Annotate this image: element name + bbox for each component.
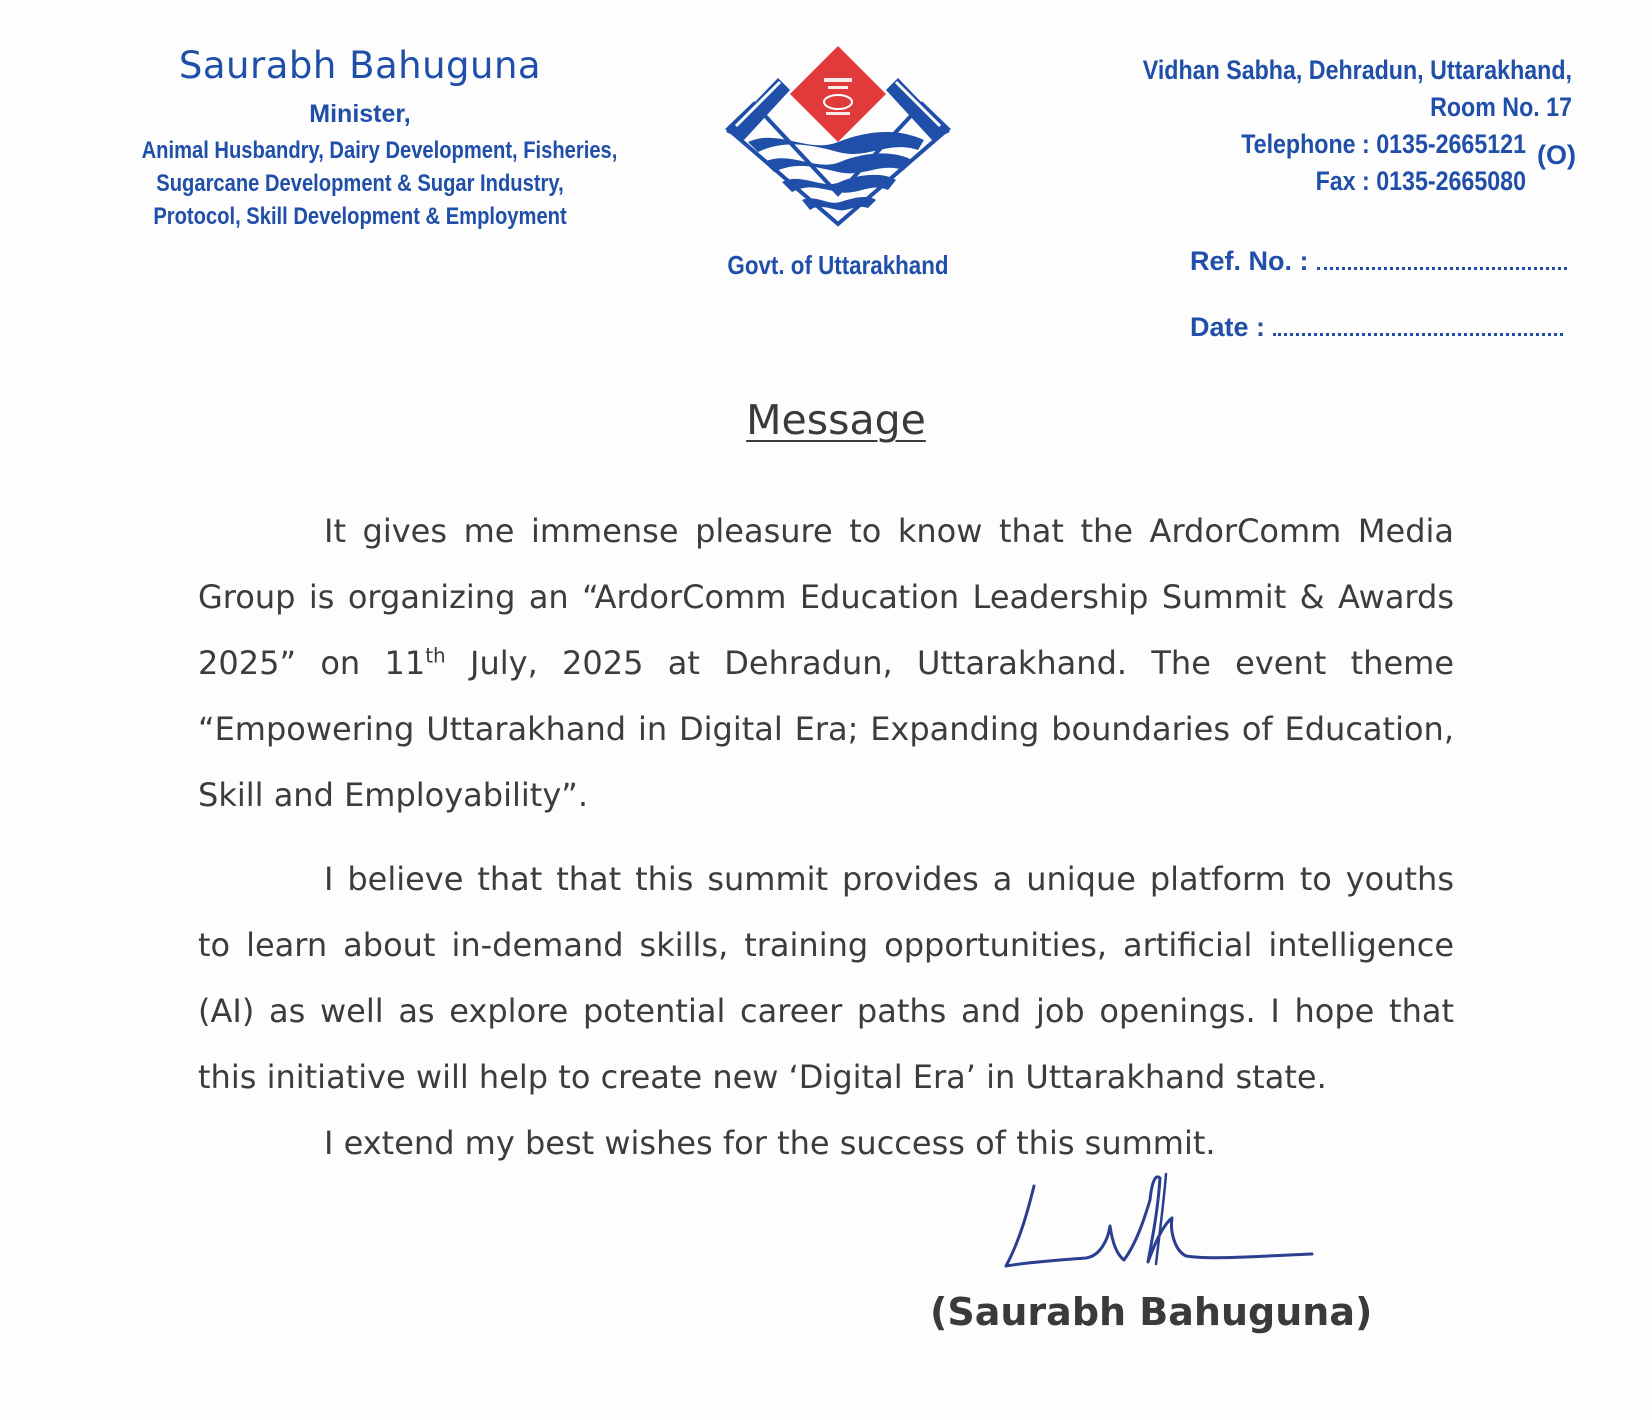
emblem-caption: Govt. of Uttarakhand: [727, 250, 949, 280]
portfolio-line: Sugarcane Development & Sugar Industry,: [156, 170, 564, 198]
ordinal-suffix: th: [425, 643, 446, 668]
message-title: Message: [746, 396, 926, 444]
room-number: Room No. 17: [1430, 92, 1572, 122]
date-blank: [1273, 313, 1563, 336]
telephone-number: Telephone : 0135-2665121: [1241, 129, 1526, 159]
portfolio-line: Protocol, Skill Development & Employment: [153, 203, 567, 231]
paragraph-1: It gives me immense pleasure to know that the ArdorComm Media Group is organizing an “ArdorComm Education Leadership Summit & Awards 2025” on 11th July, 2025 at Dehradun, Uttarakhand. The event theme “Empowering Uttarakhand in Digital Era; Expanding boundaries of Education, Skill and Employability”.: [198, 512, 1455, 814]
ref-number-field: [1190, 246, 1567, 277]
minister-title: Minister,: [309, 99, 411, 128]
minister-name: Saurabh Bahuguna: [178, 44, 542, 87]
ref-blank: [1317, 247, 1567, 270]
paragraph-2: I believe that that this summit provides a unique platform to youths to learn about in-demand skills, training opportunities, artificial intelligence (AI) as well as explore potential career paths and job openings. I hope that this initiative will help to create new ‘Digital Era’ in Uttarakhand state.: [198, 860, 1454, 1096]
office-mark: (O): [1537, 140, 1576, 170]
uttarakhand-emblem-icon: [718, 44, 958, 244]
date-field: [1190, 312, 1563, 343]
office-contact: [1052, 52, 1576, 200]
address-line: Vidhan Sabha, Dehradun, Uttarakhand,: [1142, 55, 1572, 85]
date-label: Date :: [1190, 312, 1266, 342]
fax-number: Fax : 0135-2665080: [1315, 166, 1526, 196]
minister-info: [100, 46, 620, 233]
ref-label: Ref. No. :: [1190, 246, 1309, 276]
paragraph-3: I extend my best wishes for the success of this summit.: [324, 1124, 1216, 1162]
portfolio-line: Animal Husbandry, Dairy Development, Fisheries,: [141, 137, 618, 165]
message-body: [198, 498, 1454, 1176]
handwritten-signature: [990, 1170, 1320, 1280]
signatory-name: (Saurabh Bahuguna): [930, 1290, 1373, 1334]
